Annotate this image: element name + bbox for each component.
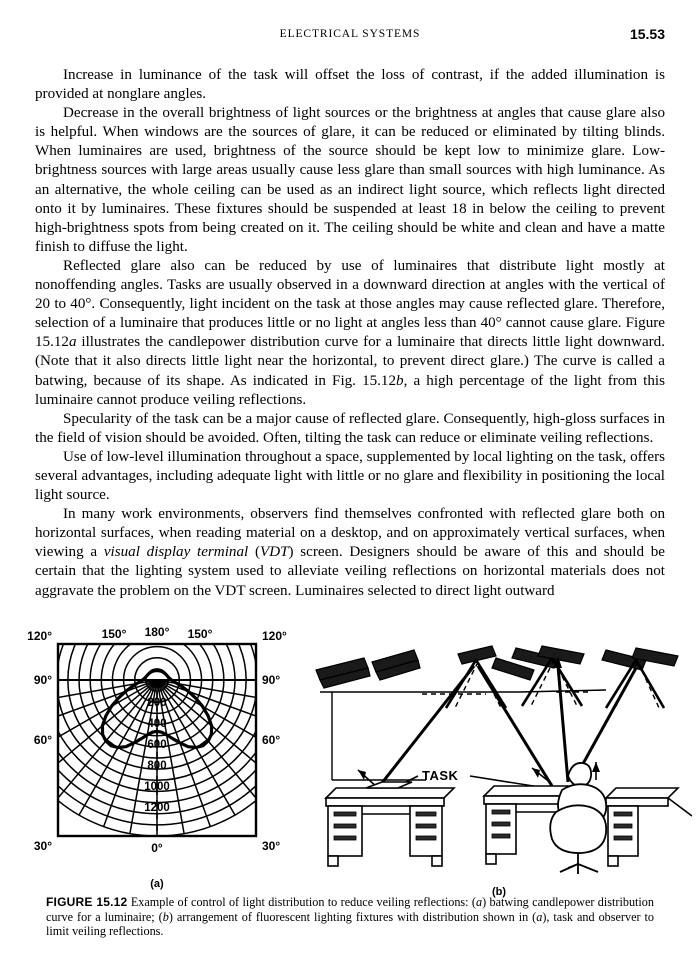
page-title: ELECTRICAL SYSTEMS — [279, 28, 421, 40]
angle-label-0: 0° — [151, 841, 163, 855]
figure-caption-part2: ) batwing candlepower distribution curve for a luminaire; ( — [46, 895, 654, 924]
chair-base — [560, 864, 598, 874]
angle-label-90-right: 90° — [262, 673, 281, 687]
polar-candlepower-plot — [16, 622, 298, 872]
figure-caption-label: FIGURE 15.12 — [46, 895, 128, 909]
angle-label-60-left: 60° — [33, 733, 52, 747]
panel-a-caption: (a) — [150, 878, 164, 890]
room-lighting-diagram — [306, 630, 692, 880]
figure-caption-part1: Example of control of light distribution to reduce veiling reflections: ( — [130, 895, 476, 909]
reflected-glare-italic-b: b — [396, 372, 404, 389]
angle-label-120-left: 120° — [27, 629, 52, 643]
vdt-part2: ( — [248, 544, 260, 561]
angle-label-120-right: 120° — [262, 629, 287, 643]
reflected-glare-part3: , a high percentage of the light from this luminaire cannot produce veiling reflections. — [35, 372, 665, 408]
desk-left-foot1 — [328, 856, 338, 866]
angle-label-180: 180° — [144, 625, 170, 639]
angle-label-30-left: 30° — [33, 839, 52, 853]
chair-back — [550, 805, 606, 853]
angle-label-150-right: 150° — [187, 627, 213, 641]
desk-left-apron — [326, 798, 444, 806]
ray-to-right-task — [478, 666, 552, 786]
desk-right-drawers — [614, 812, 632, 840]
desk-left-drawers — [334, 812, 436, 840]
arrowhead-left — [358, 770, 366, 780]
panel-b-room-illustration — [306, 630, 692, 898]
vdt-part3: ) screen. Designers should be aware of this and should be certain that the lighting system used to alleviate veiling reflections on horizontal materials does not aggravate the problem on the VDT screen. Luminaires selected to direct light outward — [35, 544, 666, 599]
desks — [326, 782, 692, 866]
figure-caption-part3: ) arrangement of fluorescent lighting fixtures with distribution shown in ( — [168, 909, 537, 924]
arrowhead-mid — [532, 768, 540, 778]
body-text-column — [35, 66, 665, 601]
reflected-glare-part2: illustrates the candlepower distribution curve for a luminaire that directs little light downward. (Note that it also directs little light near the horizontal, to prevent direct glare.) The curve is called a batwing, because of its shape. As indicated in Fig. 15.12 — [35, 334, 665, 389]
page-number: 15.53 — [629, 26, 665, 42]
radial-label-600: 600 — [147, 739, 167, 751]
radial-label-1200: 1200 — [144, 802, 170, 814]
desk-right-edge — [668, 798, 692, 816]
figure-caption-italic-b: b — [162, 909, 169, 924]
angle-label-90-left: 90° — [33, 673, 52, 687]
observer-figure — [550, 763, 606, 874]
paragraph-specularity: Specularity of the task can be a major cause of reflected glare. Consequently, high-gloss surfaces in the field of vision should be avoided. Often, tilting the task can reduce or eliminate veiling reflections. — [35, 410, 665, 446]
angle-label-60-right: 60° — [262, 733, 281, 747]
arrowhead-right — [592, 762, 600, 772]
desk-right-top — [606, 788, 678, 798]
desk-mid-drawers — [492, 810, 510, 838]
radial-label-1000: 1000 — [144, 781, 170, 793]
desk-right-foot — [608, 856, 618, 866]
panel-a-polar-chart — [16, 622, 298, 892]
radial-label-400: 400 — [147, 718, 167, 730]
observer-head — [568, 763, 591, 786]
paragraph-low-level-illumination: Use of low-level illumination throughout a space, supplemented by local lighting on the task, offers several advantages, including adequate light with little or no glare and flexibility in positioning the local light source. — [35, 448, 665, 504]
figure-caption-italic-a: a — [475, 895, 483, 909]
angle-label-30-right: 30° — [262, 839, 281, 853]
vdt-part1: In many work environments, observers find themselves confronted with reflected glare both on horizontal surfaces, when reading material on a desktop, and on approximately vertical surfaces, when viewing a — [35, 506, 665, 561]
desk-mid-foot — [486, 854, 496, 864]
vdt-italic-visual-display-terminal: visual display terminal — [103, 544, 249, 561]
reflected-glare-part1: Reflected glare also can be reduced by use of luminaires that distribute light mostly at nonoffending angles. Tasks are usually observed in a downward direction at angles with the vertical of 20 to 40°. Consequently, light incident on the task at those angles may cause reflected glare. Therefore, selection of a luminaire that produces little or no light at angles less than 40° cannot cause glare. Figure 15.12 — [35, 257, 665, 351]
desk-right-apron — [606, 798, 668, 806]
vdt-italic-abbrev: VDT — [259, 544, 289, 561]
figure-caption-part4: ), task and observer to limit veiling reflections. — [46, 909, 654, 939]
desk-left-top — [326, 788, 454, 798]
desk-left-foot2 — [432, 856, 442, 866]
paragraph-increase-luminance: Increase in luminance of the task will offset the loss of contrast, if the added illumination is provided at nonglare angles. — [35, 67, 665, 103]
panel-b-caption: (b) — [491, 886, 507, 898]
paragraph-reflected-glare — [35, 257, 665, 410]
task-label-text: TASK — [422, 768, 459, 783]
running-head — [35, 28, 665, 48]
paragraph-vdt — [35, 505, 665, 600]
figure-caption — [46, 895, 654, 939]
radial-label-800: 800 — [147, 760, 167, 772]
figure-caption-italic-a2: a — [536, 909, 543, 924]
angle-label-150-left: 150° — [101, 627, 127, 641]
figure-15-12 — [8, 622, 692, 898]
paragraph-decrease-brightness: Decrease in the overall brightness of light sources or the brightness at angles that cause glare also is helpful. When windows are the sources of glare, it can be reduced or eliminated by tilting blinds. When luminaires are used, brightness of the source should be kept low to minimize glare. Low-brightness sources with large areas usually cause less glare than small sources with high luminance. As an alternative, the whole ceiling can be used as an indirect light source, which reflects light directed onto it by luminaires. These fixtures should be suspended at least 18 in below the ceiling to prevent high-brightness spots from being created on it. The ceiling should be white and clean and have a matte finish to diffuse the light. — [35, 105, 665, 255]
radial-label-200: 200 — [147, 697, 167, 709]
reflected-glare-italic-a: a — [68, 334, 77, 351]
